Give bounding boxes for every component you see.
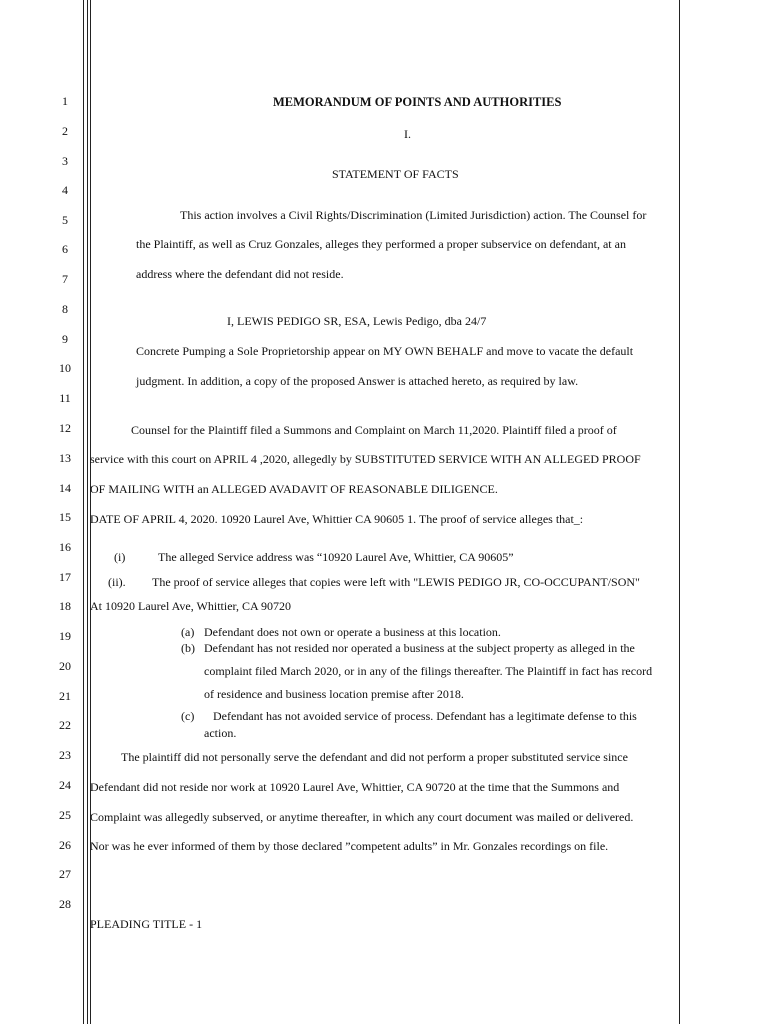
- facts-line-3: OF MAILING WITH an ALLEGED AVADAVIT OF REASONABLE DILIGENCE.: [90, 482, 498, 496]
- line-number: 14: [59, 481, 71, 495]
- allegation-text: The proof of service alleges that copies were left with "LEWIS PEDIGO JR, CO-OCCUPANT/SON": [152, 575, 640, 589]
- allegation-marker: (i): [114, 550, 126, 564]
- section-heading: STATEMENT OF FACTS: [332, 167, 459, 181]
- line-number: 20: [59, 659, 71, 673]
- line-number: 9: [62, 332, 68, 346]
- left-margin-rule-1: [83, 0, 84, 1024]
- conclusion-line-4: Nor was he ever informed of them by those declared ”competent adults” in Mr. Gonzales recordings on file.: [90, 839, 609, 853]
- defense-text: Defendant has not avoided service of process. Defendant has a legitimate defense to this: [213, 709, 637, 723]
- section-number: I.: [404, 127, 411, 141]
- pleading-footer: PLEADING TITLE - 1: [90, 917, 203, 931]
- intro-line-1: This action involves a Civil Rights/Discrimination (Limited Jurisdiction) action. The Counsel for: [180, 208, 647, 222]
- line-number: 7: [62, 272, 68, 286]
- line-number: 2: [62, 124, 68, 138]
- line-number: 11: [59, 391, 71, 405]
- defense-text: action.: [204, 726, 237, 740]
- line-number: 15: [59, 510, 71, 524]
- defense-text: complaint filed March 2020, or in any of the filings thereafter. The Plaintiff in fact has record: [204, 664, 653, 678]
- appearance-line-1: I, LEWIS PEDIGO SR, ESA, Lewis Pedigo, dba 24/7: [227, 314, 487, 328]
- allegation-marker: (ii).: [108, 575, 126, 589]
- line-number: 27: [59, 867, 71, 881]
- line-number: 6: [62, 242, 68, 256]
- defense-text: of residence and business location premise after 2018.: [204, 687, 464, 701]
- intro-line-3: address where the defendant did not reside.: [136, 267, 344, 281]
- conclusion-line-1: The plaintiff did not personally serve the defendant and did not perform a proper substituted service since: [121, 750, 628, 764]
- line-number: 28: [59, 897, 71, 911]
- line-number: 8: [62, 302, 68, 316]
- allegation-continuation: At 10920 Laurel Ave, Whittier, CA 90720: [90, 599, 292, 613]
- facts-line-4: DATE OF APRIL 4, 2020. 10920 Laurel Ave, Whittier CA 90605 1. The proof of service alleges that_:: [90, 512, 584, 526]
- defense-text: Defendant does not own or operate a business at this location.: [204, 625, 501, 639]
- line-number: 5: [62, 213, 68, 227]
- line-number: 19: [59, 629, 71, 643]
- line-number: 4: [62, 183, 68, 197]
- line-number: 25: [59, 808, 71, 822]
- line-number: 1: [62, 94, 68, 108]
- defense-marker: (b): [181, 641, 195, 655]
- line-number: 16: [59, 540, 71, 554]
- line-number: 13: [59, 451, 71, 465]
- document-title: MEMORANDUM OF POINTS AND AUTHORITIES: [273, 95, 562, 109]
- left-margin-rule-2: [87, 0, 88, 1024]
- line-number: 18: [59, 599, 71, 613]
- conclusion-line-3: Complaint was allegedly subserved, or anytime thereafter, in which any court document was mailed or delivered.: [90, 810, 634, 824]
- defense-marker: (c): [181, 709, 195, 723]
- line-number: 23: [59, 748, 71, 762]
- conclusion-line-2: Defendant did not reside nor work at 10920 Laurel Ave, Whittier, CA 90720 at the time that the Summons and: [90, 780, 620, 794]
- appearance-line-3: judgment. In addition, a copy of the proposed Answer is attached hereto, as required by law.: [136, 374, 579, 388]
- line-number: 21: [59, 689, 71, 703]
- intro-line-2: the Plaintiff, as well as Cruz Gonzales, alleges they performed a proper subservice on defendant, at an: [136, 237, 626, 251]
- line-number: 10: [59, 361, 71, 375]
- line-number: 3: [62, 154, 68, 168]
- line-number: 22: [59, 718, 71, 732]
- line-number: 24: [59, 778, 71, 792]
- appearance-line-2: Concrete Pumping a Sole Proprietorship appear on MY OWN BEHALF and move to vacate the default: [136, 344, 634, 358]
- defense-text: Defendant has not resided nor operated a business at the subject property as alleged in the: [204, 641, 635, 655]
- line-number: 12: [59, 421, 71, 435]
- defense-marker: (a): [181, 625, 195, 639]
- line-number: 17: [59, 570, 71, 584]
- line-number: 26: [59, 838, 71, 852]
- allegation-text: The alleged Service address was “10920 Laurel Ave, Whittier, CA 90605”: [158, 550, 514, 564]
- facts-line-2: service with this court on APRIL 4 ,2020, allegedly by SUBSTITUTED SERVICE WITH AN ALLEGED PROOF: [90, 452, 641, 466]
- facts-line-1: Counsel for the Plaintiff filed a Summons and Complaint on March 11,2020. Plaintiff filed a proof of: [131, 423, 617, 437]
- right-margin-rule: [679, 0, 680, 1024]
